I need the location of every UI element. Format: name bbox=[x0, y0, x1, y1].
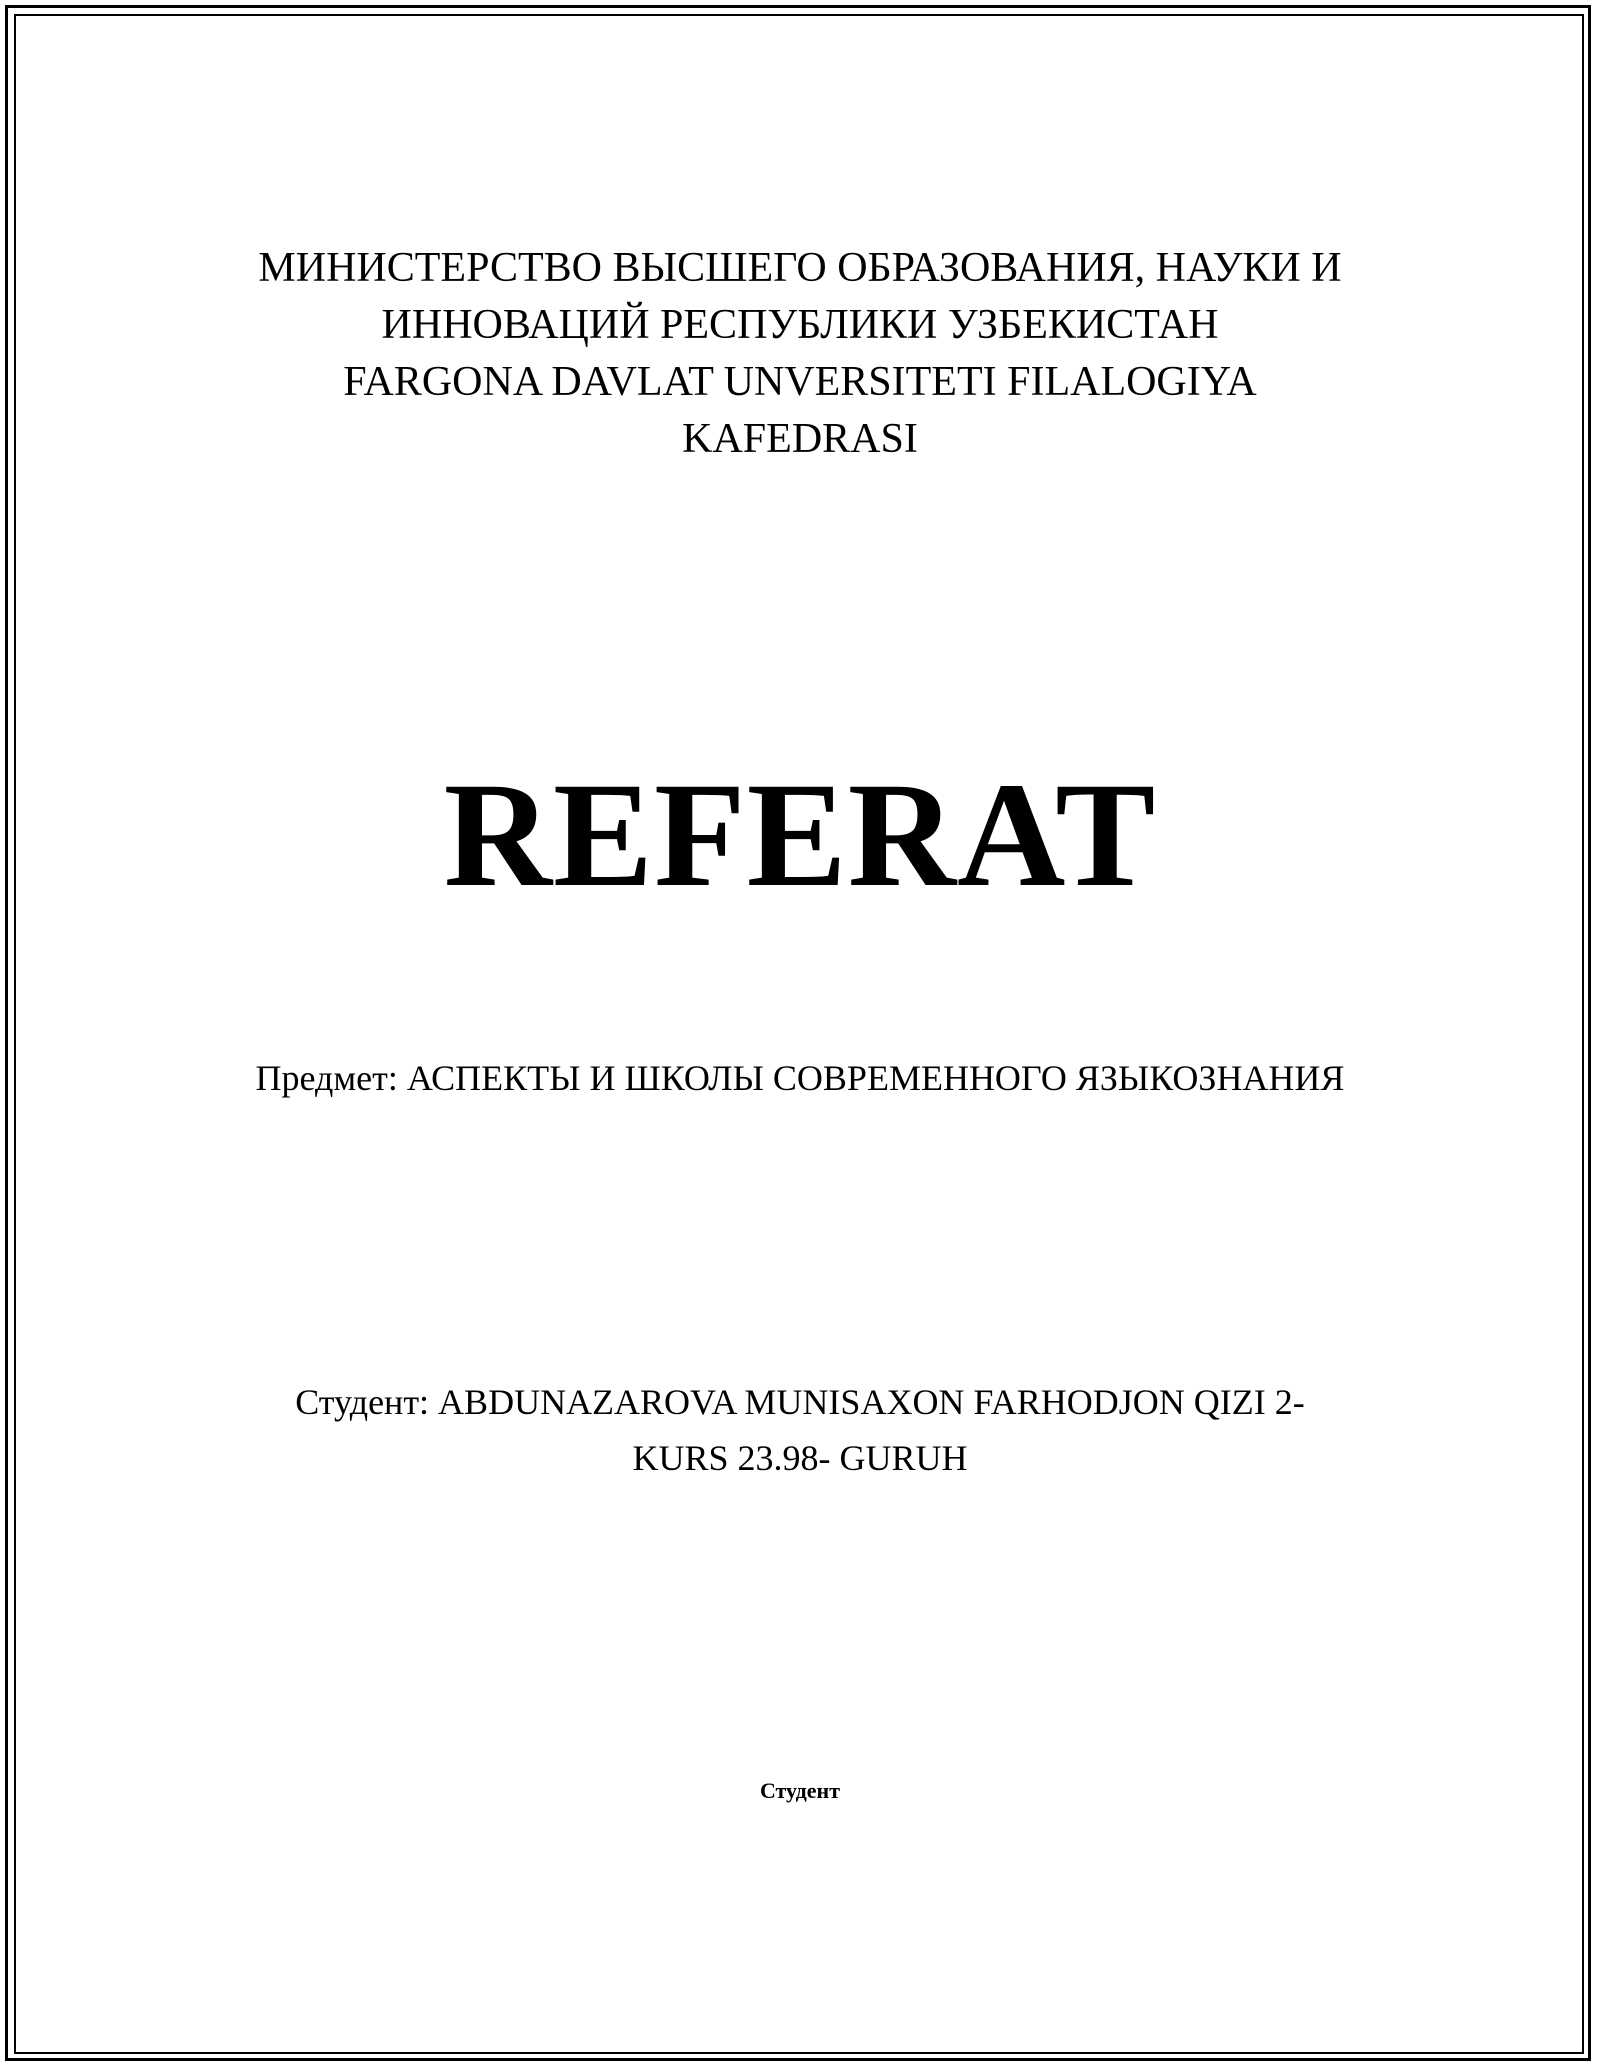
header-line-2: ИННОВАЦИЙ РЕСПУБЛИКИ УЗБЕКИСТАН bbox=[381, 302, 1219, 348]
student-line-2: KURS 23.98- GURUH bbox=[632, 1438, 968, 1478]
header-line-4: KAFEDRASI bbox=[682, 416, 918, 462]
header-line-3: FARGONA DAVLAT UNVERSITETI FILALOGIYA bbox=[343, 359, 1257, 405]
header-line-1: МИНИСТЕРСТВО ВЫСШЕГО ОБРАЗОВАНИЯ, НАУКИ И bbox=[258, 245, 1342, 291]
subject-line: Предмет: АСПЕКТЫ И ШКОЛЫ СОВРЕМЕННОГО ЯЗЫКОЗНАНИЯ bbox=[255, 1058, 1345, 1098]
student-info bbox=[0, 1374, 1600, 1486]
student-line-1: Студент: ABDUNAZAROVA MUNISAXON FARHODJON QIZI 2- bbox=[295, 1382, 1305, 1422]
footer-student-label: Студент bbox=[759, 1778, 841, 1803]
document-title: REFERAT bbox=[443, 752, 1157, 918]
institution-header bbox=[0, 240, 1600, 468]
